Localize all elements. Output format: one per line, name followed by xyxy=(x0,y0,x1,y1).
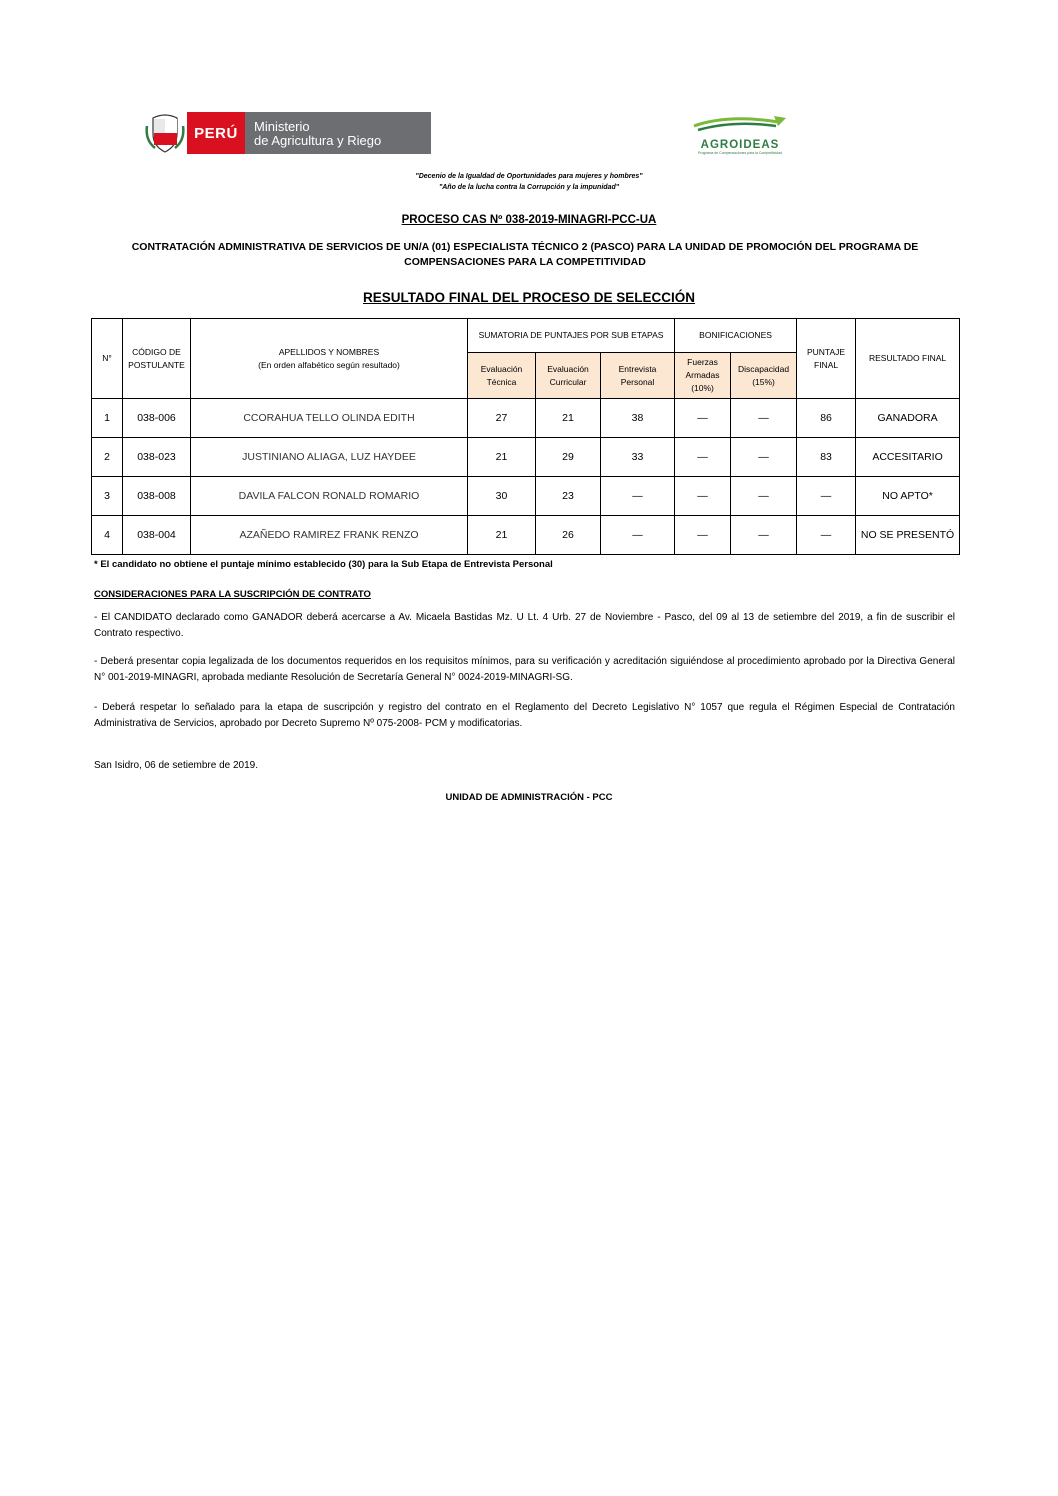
process-description: CONTRATACIÓN ADMINISTRATIVA DE SERVICIOS DE UN/A (01) ESPECIALISTA TÉCNICO 2 (PASCO) PARA LA UNIDAD DE PROMOCIÓN DEL PROGRAMA DE COMPENSACIONES PARA LA COMPETITIVIDAD xyxy=(131,241,919,268)
ministry-name: Ministerio de Agricultura y Riego xyxy=(245,112,431,154)
header-final-score: PUNTAJE FINAL xyxy=(797,319,856,399)
document-date: San Isidro, 06 de setiembre de 2019. xyxy=(94,760,258,771)
header-eval-tecnica: Evaluación Técnica xyxy=(468,353,536,399)
results-table xyxy=(91,318,960,555)
consideration-paragraph: - El CANDIDATO declarado como GANADOR deberá acercarse a Av. Micaela Bastidas Mz. U Lt. 4 Urb. 27 de Noviembre - Pasco, del 09 al 13 de setiembre del 2019, a fin de suscribir el Contrato respectivo. xyxy=(94,612,955,639)
header-eval-curricular: Evaluación Curricular xyxy=(536,353,601,399)
peru-label: PERÚ xyxy=(187,112,245,154)
header-final-result: RESULTADO FINAL xyxy=(856,319,960,399)
agroideas-swoosh-icon xyxy=(688,112,792,134)
header-code: CÓDIGO DE POSTULANTE xyxy=(123,319,191,399)
agroideas-name: AGROIDEAS xyxy=(700,139,780,151)
table-row: 1 038-006 CCORAHUA TELLO OLINDA EDITH 27 21 38 — — 86 GANADORA xyxy=(92,399,960,438)
header-num: N° xyxy=(92,319,123,399)
table-footnote: * El candidato no obtiene el puntaje mínimo establecido (30) para la Sub Etapa de Entrevista Personal xyxy=(94,559,553,570)
consideration-paragraph: - Deberá respetar lo señalado para la etapa de suscripción y registro del contrato en el Reglamento del Decreto Legislativo N° 1057 que regula el Régimen Especial de Contratación Administrativa de Servicios, aprobado por Decreto Supremo Nº 075-2008- PCM y modificatorias. xyxy=(94,702,955,729)
header-entrevista: Entrevista Personal xyxy=(601,353,675,399)
considerations-title: CONSIDERACIONES PARA LA SUSCRIPCIÓN DE CONTRATO xyxy=(94,589,371,600)
signature-unit: UNIDAD DE ADMINISTRACIÓN - PCC xyxy=(445,792,613,803)
consideration-paragraph: - Deberá presentar copia legalizada de los documentos requeridos en los requisitos mínimos, para su verificación y acreditación siguiéndose al procedimiento aprobado por la Directiva General N° 001-2019-MINAGRI, aprobada mediante Resolución de Secretaría General N° 0024-2019-MINAGRI-SG. xyxy=(94,656,955,683)
process-title: PROCESO CAS Nº 038-2019-MINAGRI-PCC-UA xyxy=(401,214,657,226)
coat-of-arms-icon xyxy=(143,112,187,154)
table-row: 4 038-004 AZAÑEDO RAMIREZ FRANK RENZO 21 26 — — — — NO SE PRESENTÓ xyxy=(92,516,960,555)
header-discapacidad: Discapacidad (15%) xyxy=(731,353,797,399)
peru-ministry-logo xyxy=(143,112,431,154)
motto-line-1: "Decenio de la Igualdad de Oportunidades para mujeres y hombres" xyxy=(415,173,643,180)
result-title: RESULTADO FINAL DEL PROCESO DE SELECCIÓN xyxy=(362,290,696,305)
header-bonus: BONIFICACIONES xyxy=(675,319,797,353)
motto-line-2: "Año de la lucha contra la Corrupción y la impunidad" xyxy=(438,184,620,191)
header-sum: SUMATORIA DE PUNTAJES POR SUB ETAPAS xyxy=(468,319,675,353)
header-names: APELLIDOS Y NOMBRES (En orden alfabético según resultado) xyxy=(191,319,468,399)
agroideas-tagline: Programa de Compensaciones para la Competitividad xyxy=(697,151,783,155)
agroideas-logo xyxy=(688,112,792,156)
table-row: 3 038-008 DAVILA FALCON RONALD ROMARIO 30 23 — — — — NO APTO* xyxy=(92,477,960,516)
table-row: 2 038-023 JUSTINIANO ALIAGA, LUZ HAYDEE 21 29 33 — — 83 ACCESITARIO xyxy=(92,438,960,477)
header-fuerzas: Fuerzas Armadas (10%) xyxy=(675,353,731,399)
